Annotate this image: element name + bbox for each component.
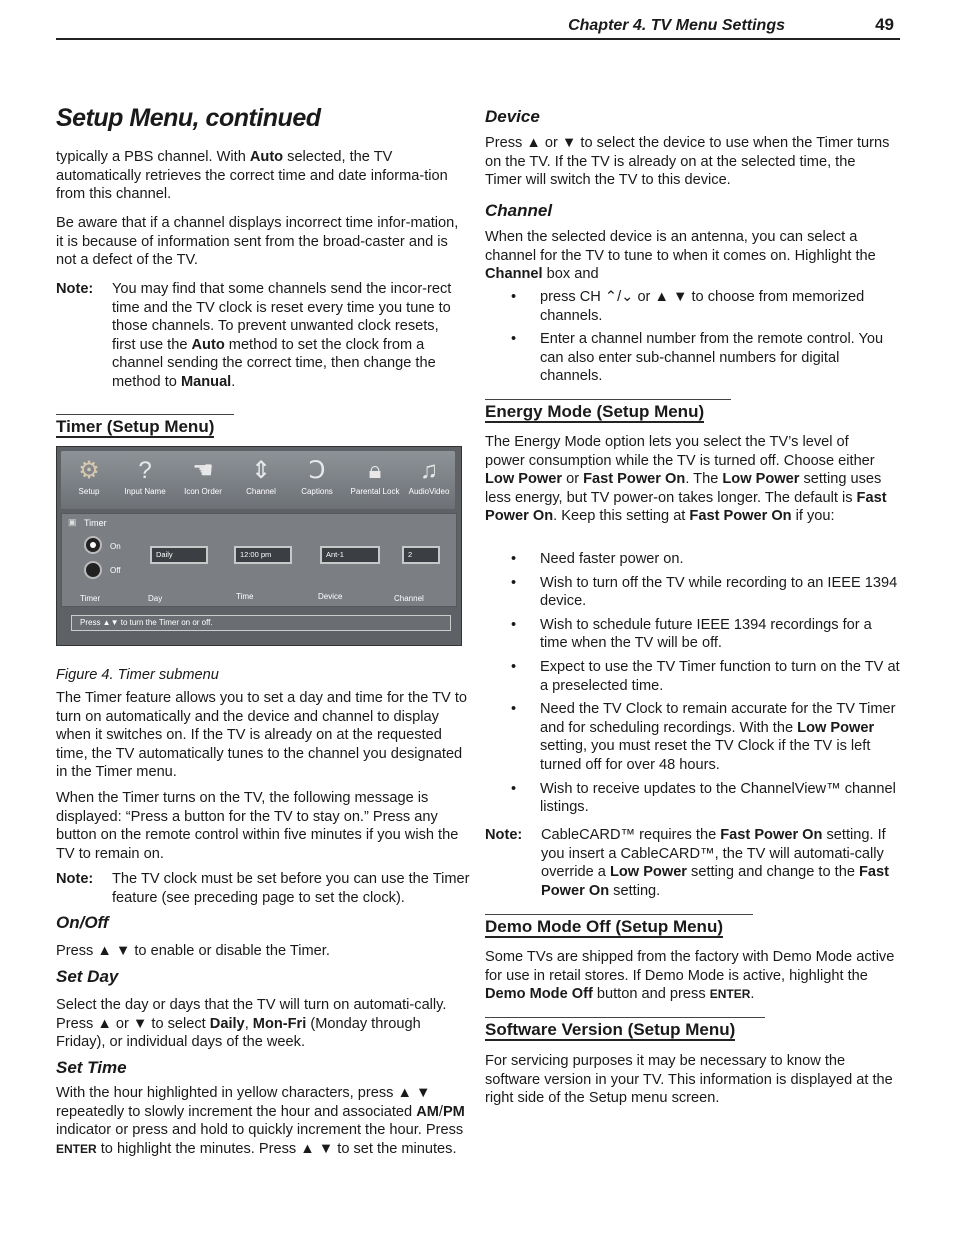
energy-paragraph: The Energy Mode option lets you select the TV’s level of power consumption while the TV is turned off. Choose either Low Power or Fast Power On. The Low Power setting uses less energy, but TV power-on takes longer. The default is Fast Power On. Keep this setting at Fast Power On if you: (485, 434, 887, 525)
software-section-heading: Software Version (Setup Menu) (485, 1017, 765, 1040)
channel-tab: ⇕ Channel (233, 455, 289, 496)
list-item: • Enter a channel number from the remote control. You can also enter sub-channel numbers for digital channels. (485, 330, 903, 386)
timer-hint-bar: Press ▲▼ to turn the Timer on or off. (71, 615, 451, 631)
figure-caption: Figure 4. Timer submenu (56, 667, 219, 683)
channel-text: When the selected device is an antenna, you can select a channel for the TV to tune to when it comes on. Highlight the Channel box and (485, 229, 876, 283)
timer-off-label: Off (110, 566, 121, 575)
timer-small-icon: ▣ (68, 517, 77, 527)
note-text: The TV clock must be set before you can use the Timer feature (see preceding page to set the clock). (112, 871, 470, 906)
onoff-heading: On/Off (56, 913, 109, 932)
chapter-title: Chapter 4. TV Menu Settings (568, 17, 785, 34)
channel-heading: Channel (485, 201, 553, 220)
list-item: • press CH ⌃/⌄ or ▲ ▼ to choose from memorized channels. (485, 288, 903, 325)
software-paragraph: For servicing purposes it may be necessary to know the software version in your TV. This information is displayed at the right side of the Setup menu screen. (485, 1053, 893, 1107)
channel-field: 2 (402, 546, 440, 564)
demo-paragraph: Some TVs are shipped from the factory with Demo Mode active for use in retail stores. If Demo Mode is active, highlight the Demo Mode Off button and press ENTER. (485, 949, 895, 1003)
timer-off-radio (84, 561, 102, 579)
onoff-text: Press ▲ ▼ to enable or disable the Timer. (56, 943, 330, 959)
demo-section-heading: Demo Mode Off (Setup Menu) (485, 914, 753, 937)
broadcaster-paragraph: Be aware that if a channel displays incorrect time infor-mation, it is because of information sent from the broad-caster and is not a defect of the TV. (56, 215, 459, 269)
note-text: CableCARD™ requires the Fast Power On setting. If you insert a CableCARD™, the TV will automati-cally override a Low Power setting and change to the Fast Power On setting. (541, 827, 890, 899)
parental-lock-tab: 🔒︎ Parental Lock (347, 455, 403, 496)
gear-tv-icon: ⚙ (78, 457, 100, 484)
list-item: • Need the TV Clock to remain accurate for the TV Timer and for scheduling recordings. With the Low Power setting, you must reset the TV Clock if the TV is left turned off for over 48 hours. (485, 700, 903, 774)
channel-field-label: Channel (394, 594, 424, 603)
updown-arrows-icon: ⇕ (250, 457, 272, 484)
setup-tab: ⚙ Setup (61, 455, 117, 496)
device-text: Press ▲ or ▼ to select the device to use when the Timer turns on the TV. If the TV is already on at the selected time, the Timer will switch the TV to this device. (485, 135, 890, 189)
hand-icon: ☚ (192, 457, 214, 484)
question-mark-icon: ? (138, 457, 152, 484)
list-item: • Wish to turn off the TV while recording to an IEEE 1394 device. (485, 574, 903, 611)
timer-panel (61, 513, 457, 607)
note-label: Note: (485, 827, 523, 843)
timer-message-paragraph: When the Timer turns on the TV, the following message is displayed: “Press a button for the TV to stay on.” Press any button on the remote control within five minutes if you wish the TV to remain on. (56, 790, 459, 862)
device-heading: Device (485, 107, 540, 126)
intro-paragraph: typically a PBS channel. With Auto selected, the TV automatically retrieves the correct time and date informa-tion from this channel. (56, 149, 448, 203)
note-clock-set (56, 870, 470, 910)
audiovideo-tab: ♫ AudioVideo (401, 455, 457, 496)
page-header (56, 14, 900, 40)
timer-section-heading: Timer (Setup Menu) (56, 414, 234, 437)
cc-icon: Ↄ (308, 457, 326, 484)
speaker-icon: ♫ (420, 457, 438, 484)
device-field: Ant-1 (320, 546, 380, 564)
list-item: • Wish to receive updates to the ChannelView™ channel listings. (485, 780, 903, 817)
settime-heading: Set Time (56, 1058, 127, 1077)
note-label: Note: (56, 871, 94, 887)
timer-panel-title: Timer (84, 518, 107, 528)
icon-order-tab: ☚ Icon Order (175, 455, 231, 496)
input-name-tab: ? Input Name (117, 455, 173, 496)
list-item: • Expect to use the TV Timer function to turn on the TV at a preselected time. (485, 658, 903, 695)
note-clock-reset (56, 280, 470, 395)
note-text: You may find that some channels send the incor-rect time and the TV clock is reset every time you tune to those channels. To prevent unwanted clock resets, first use the Auto method to set the clock from a channel sending the correct time, then change the method to Manual. (112, 281, 452, 390)
timer-on-label: On (110, 542, 121, 551)
list-item: • Need faster power on. (485, 550, 903, 569)
timer-feature-paragraph: The Timer feature allows you to set a day and time for the TV to turn on automatically and the device and channel to display when it switches on. If the TV is already on at the requested time, the TV automatically tunes to the channel you designated in the Timer menu. (56, 690, 467, 781)
time-field: 12:00 pm (234, 546, 292, 564)
device-field-label: Device (318, 592, 343, 601)
captions-tab: Ↄ Captions (289, 455, 345, 496)
page-title: Setup Menu, continued (56, 104, 321, 132)
timer-field-label: Timer (80, 594, 101, 603)
energy-bullet-list (485, 550, 903, 822)
list-item: • Wish to schedule future IEEE 1394 recordings for a time when the TV will be off. (485, 616, 903, 653)
energy-section-heading: Energy Mode (Setup Menu) (485, 399, 731, 422)
day-field-label: Day (148, 594, 163, 603)
setday-text: Select the day or days that the TV will turn on automati-cally. Press ▲ or ▼ to select Daily, Mon-Fri (Monday through Friday), or individual days of the week. (56, 997, 447, 1051)
padlock-icon: 🔒︎ (368, 457, 382, 484)
setday-heading: Set Day (56, 967, 119, 986)
channel-bullet-list (485, 288, 903, 391)
page-number: 49 (875, 15, 894, 34)
timer-on-radio (84, 536, 102, 554)
timer-submenu-screenshot (56, 446, 462, 646)
settime-text: With the hour highlighted in yellow characters, press ▲ ▼ repeatedly to slowly increment the hour and associated AM/PM indicator or press and hold to quickly increment the hour. Press ENTER to highlight the minutes. Press ▲ ▼ to set the minutes. (56, 1085, 465, 1157)
time-field-label: Time (236, 592, 254, 601)
day-field: Daily (150, 546, 208, 564)
setup-icon-bar (61, 451, 455, 509)
note-cablecard (485, 826, 903, 902)
note-label: Note: (56, 281, 94, 297)
